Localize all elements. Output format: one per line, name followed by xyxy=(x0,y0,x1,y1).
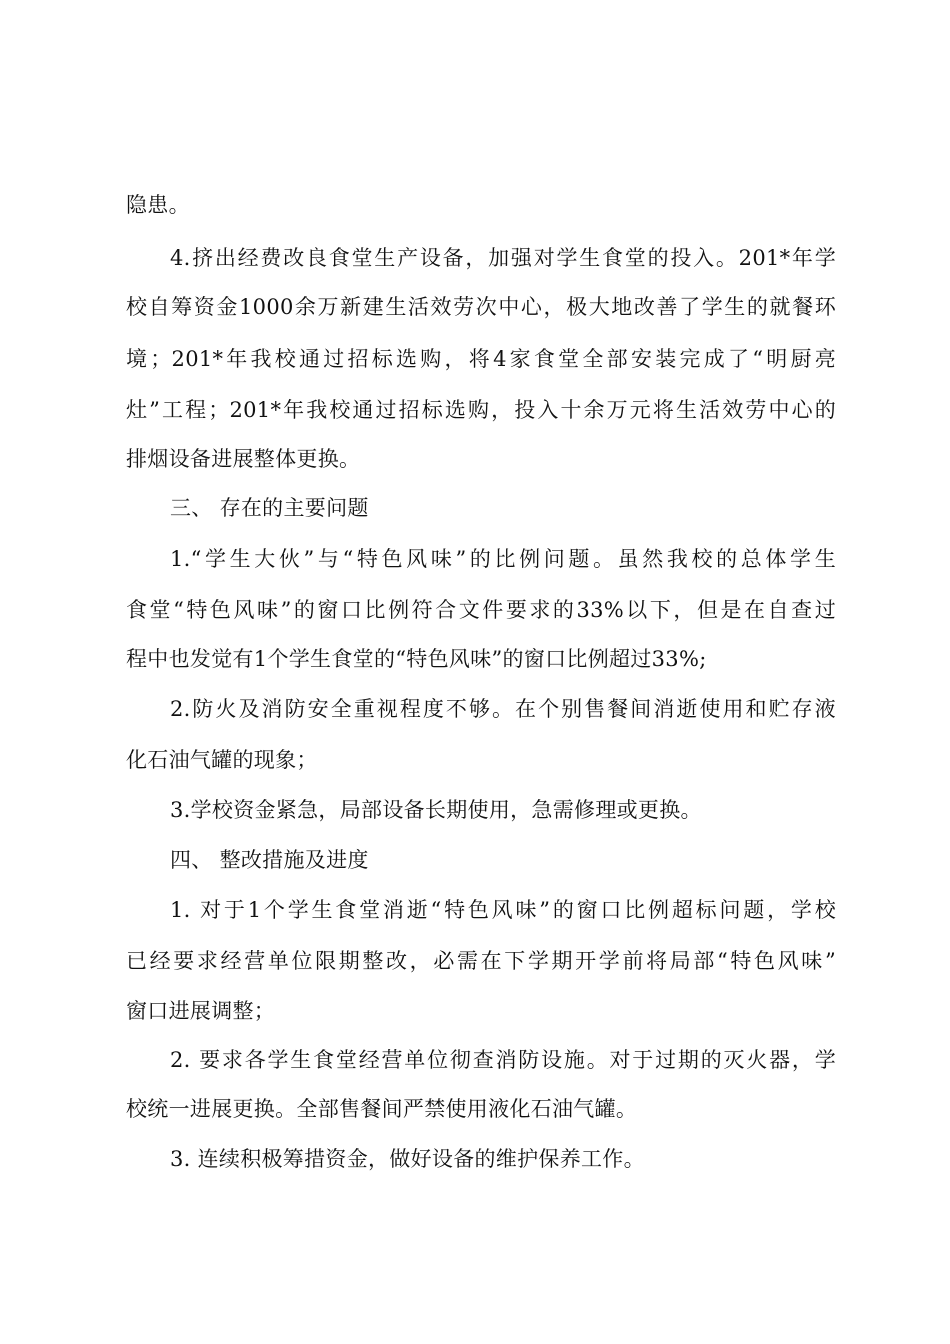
text-line: 校统一进展更换。全部售餐间严禁使用液化石油气罐。 xyxy=(126,1097,638,1121)
text-line: 校自筹资金1000余万新建生活效劳次中心，极大地改善了学生的就餐环 xyxy=(126,295,836,319)
text-line: 3. 连续积极筹措资金，做好设备的维护保养工作。 xyxy=(170,1147,645,1171)
text-line: 境；201*年我校通过招标选购，将4家食堂全部安装完成了“明厨亮 xyxy=(126,347,836,371)
text-line: 窗口进展调整； xyxy=(126,999,276,1023)
text-line: 已经要求经营单位限期整改，必需在下学期开学前将局部“特色风味” xyxy=(126,949,836,973)
section-heading: 四、 整改措施及进度 xyxy=(170,848,369,872)
text-line: 排烟设备进展整体更换。 xyxy=(126,447,361,471)
text-line: 灶”工程；201*年我校通过招标选购，投入十余万元将生活效劳中心的 xyxy=(126,398,836,422)
text-line: 2.防火及消防安全重视程度不够。在个别售餐间消逝使用和贮存液 xyxy=(170,697,836,721)
text-line: 程中也发觉有1个学生食堂的“特色风味”的窗口比例超过33%; xyxy=(126,647,707,671)
text-line: 2. 要求各学生食堂经营单位彻查消防设施。对于过期的灭火器，学 xyxy=(170,1048,836,1072)
text-line: 隐患。 xyxy=(126,193,190,217)
text-line: 1.“学生大伙”与“特色风味”的比例问题。虽然我校的总体学生 xyxy=(170,547,836,571)
text-line: 1. 对于1个学生食堂消逝“特色风味”的窗口比例超标问题，学校 xyxy=(170,898,836,922)
text-line: 3.学校资金紧急，局部设备长期使用，急需修理或更换。 xyxy=(170,798,702,822)
text-line: 化石油气罐的现象； xyxy=(126,748,318,772)
section-heading: 三、 存在的主要问题 xyxy=(170,496,369,520)
text-line: 食堂“特色风味”的窗口比例符合文件要求的33%以下，但是在自查过 xyxy=(126,598,836,622)
text-line: 4.挤出经费改良食堂生产设备，加强对学生食堂的投入。201*年学 xyxy=(170,246,836,270)
